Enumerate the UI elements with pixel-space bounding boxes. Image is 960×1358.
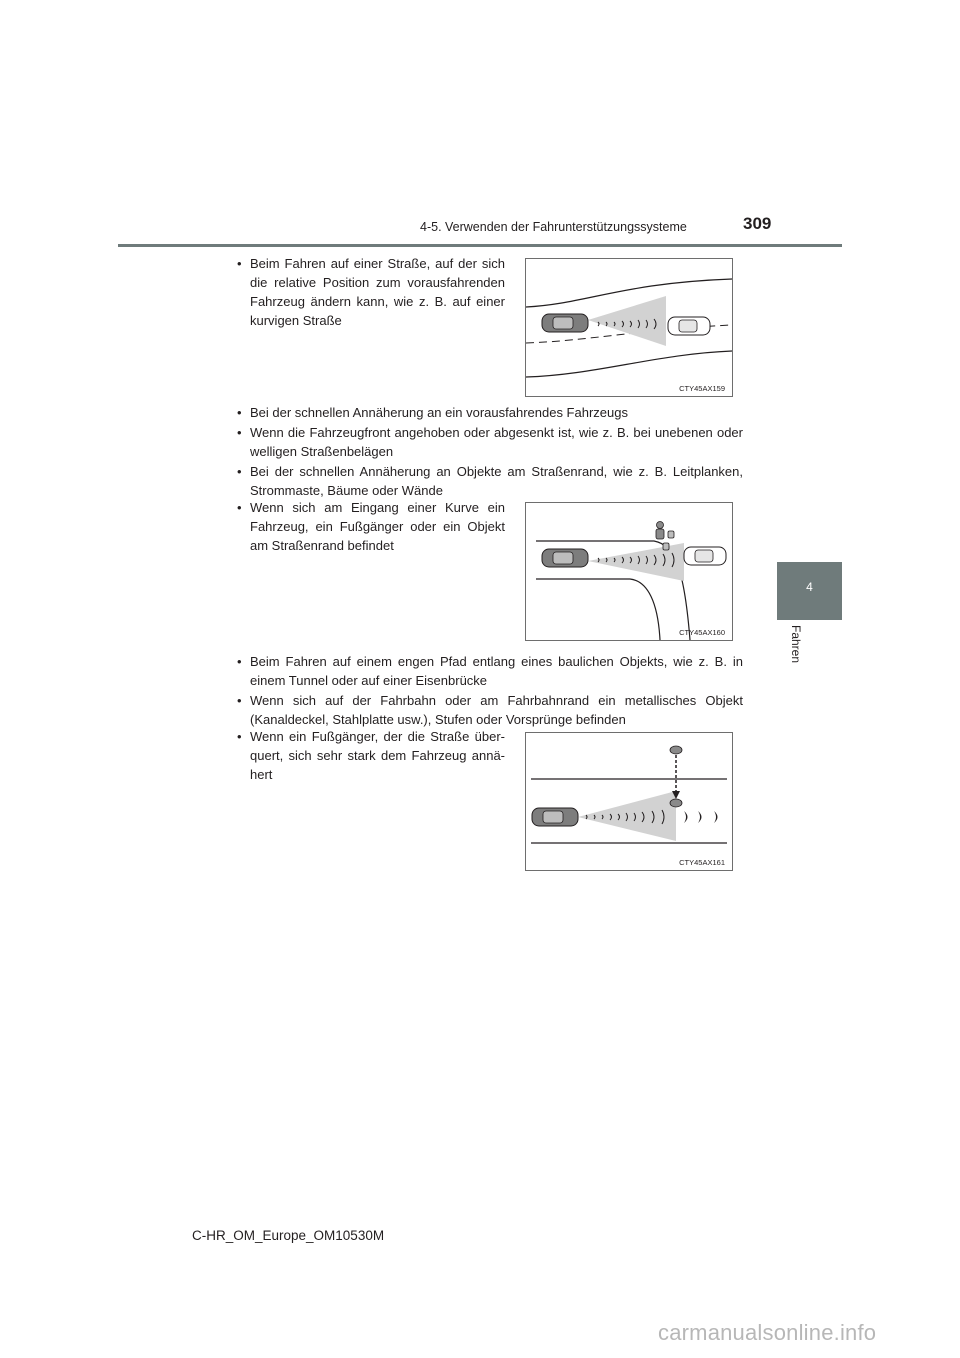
figure-curved-road [525,258,733,397]
page-number: 309 [743,214,772,233]
bullet-item: • Wenn sich am Eingang einer Kurve ein Fahrzeug, ein Fußgänger oder ein Objekt am Straßenrand befindet [237,498,505,555]
figure-pedestrian-crossing [525,732,733,871]
bullet-item: • Wenn ein Fußgänger, der die Straße über-quert, sich sehr stark dem Fahrzeug annä-hert [237,727,505,784]
bullet-item: • Beim Fahren auf einem engen Pfad entlang eines baulichen Objekts, wie z. B. in einem Tunnel oder auf einer Eisenbrücke [237,652,743,690]
curve-entrance-illustration [526,503,732,640]
text-block-3 [237,498,505,556]
figure-curve-entrance [525,502,733,641]
own-vehicle-icon [532,808,578,826]
figure-code: CTY45AX159 [679,384,725,393]
chapter-tab[interactable] [777,562,842,620]
preceding-vehicle-icon [684,547,726,565]
preceding-vehicle-icon [668,317,710,335]
header-divider [118,244,842,247]
text-block-5 [237,727,505,785]
text-block-1 [237,254,505,331]
bullet-item: • Beim Fahren auf einer Straße, auf der sich die relative Position zum vorausfahrenden Fahrzeug ändern kann, wie z. B. auf einer kurvigen Straße [237,254,505,330]
watermark: carmanualsonline.info [658,1320,877,1345]
bullet-item: • Wenn sich auf der Fahrbahn oder am Fahrbahnrand ein metallisches Objekt (Kanaldeckel, Stahlplatte usw.), Stufen oder Vorsprünge befinden [237,691,743,729]
bullet-item: • Bei der schnellen Annäherung an ein vorausfahrendes Fahrzeugs [237,403,743,422]
chapter-number: 4 [806,580,813,594]
own-vehicle-icon [542,549,588,567]
curved-road-illustration [526,259,732,396]
bullet-item: • Wenn die Fahrzeugfront angehoben oder abgesenkt ist, wie z. B. bei unebenen oder welligen Straßenbelägen [237,423,743,461]
pedestrian-crossing-illustration [526,733,732,870]
text-block-2 [237,403,743,501]
text-block-4 [237,652,743,730]
sensor-echo-marks [684,811,718,823]
figure-code: CTY45AX161 [679,858,725,867]
header-section-title: 4-5. Verwenden der Fahrunterstützungssysteme [420,220,687,234]
manual-code: C-HR_OM_Europe_OM10530M [192,1228,385,1243]
chapter-title: Fahren [789,625,803,664]
own-vehicle-icon [542,314,588,332]
figure-code: CTY45AX160 [679,628,725,637]
bullet-item: • Bei der schnellen Annäherung an Objekte am Straßenrand, wie z. B. Leitplanken, Strommaste, Bäume oder Wände [237,462,743,500]
